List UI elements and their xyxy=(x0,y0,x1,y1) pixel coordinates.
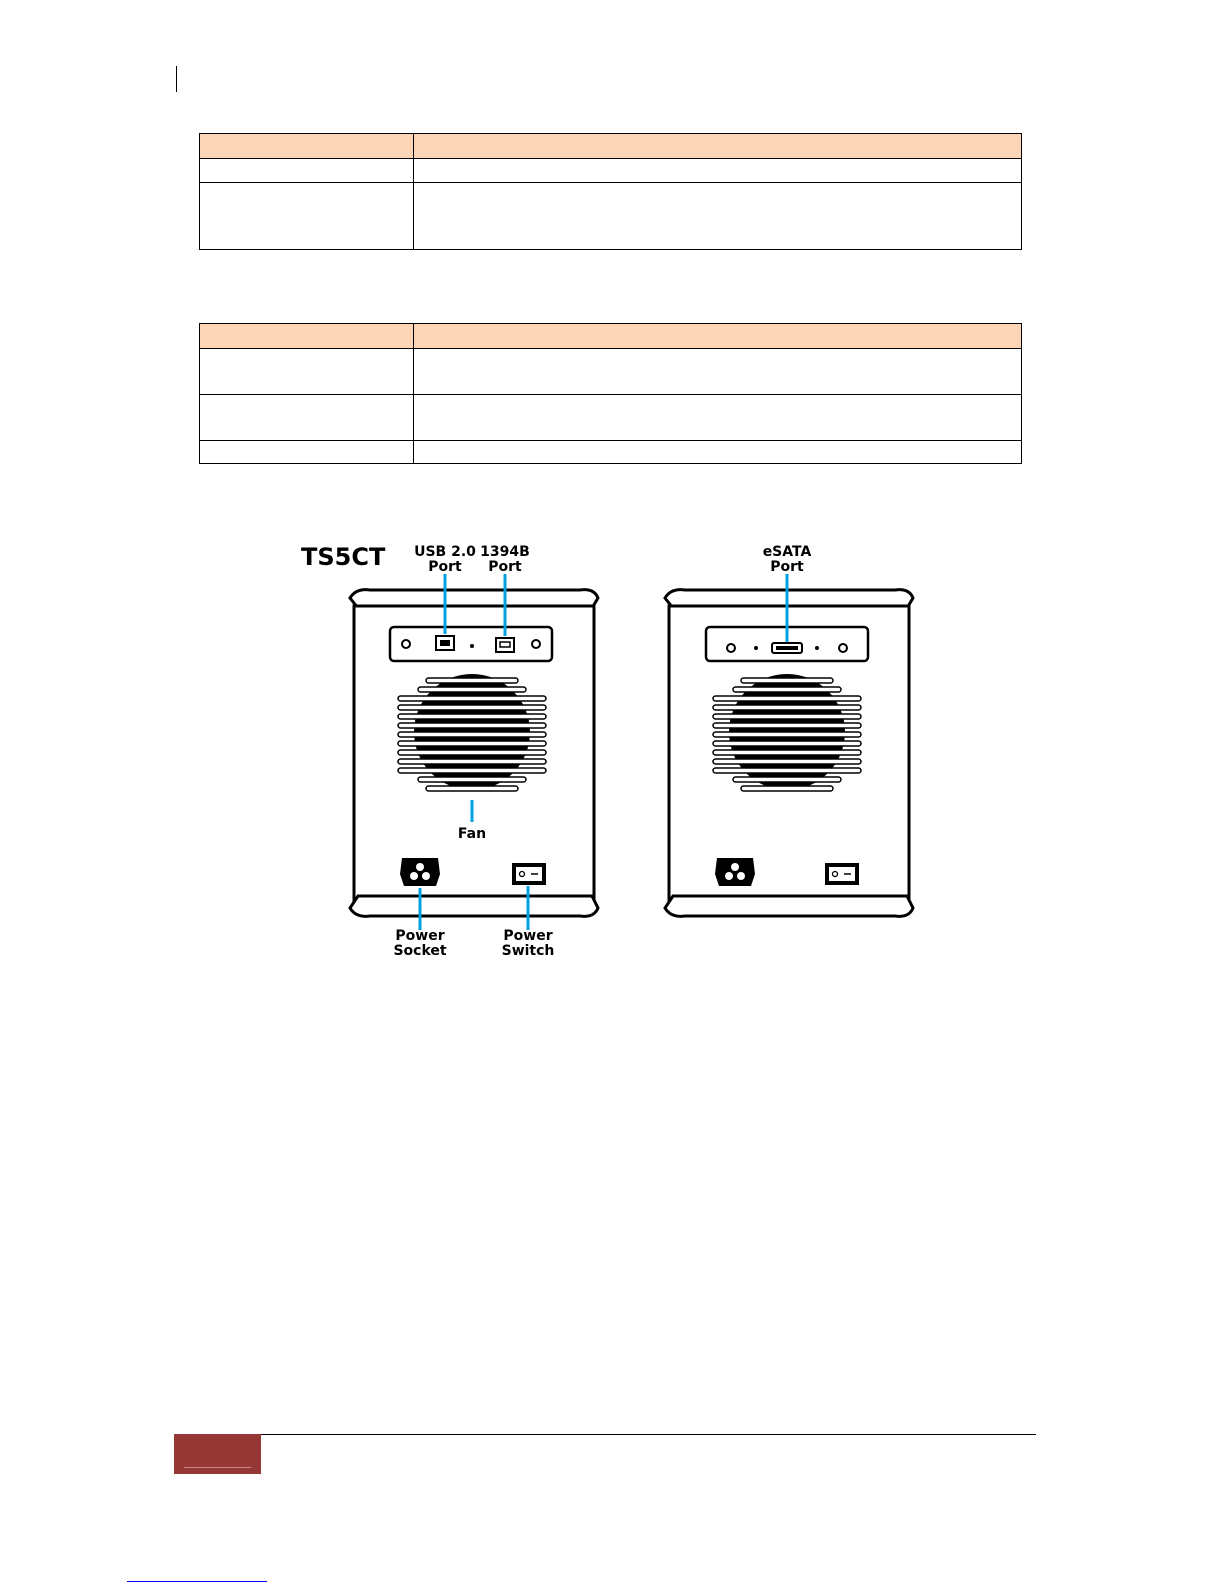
power-socket-icon xyxy=(715,858,755,886)
firewire-port-label-2: Port xyxy=(488,559,522,575)
usb-port-label-2: Port xyxy=(428,559,462,575)
table-cell xyxy=(200,159,414,183)
usb-port-label: USB 2.0 xyxy=(414,544,476,560)
table-row xyxy=(200,159,1022,183)
esata-port-label-2: Port xyxy=(770,559,804,575)
table-cell xyxy=(200,441,414,464)
fan-label: Fan xyxy=(457,826,487,842)
table-cell xyxy=(414,349,1022,395)
power-socket-icon xyxy=(400,858,440,886)
table-row xyxy=(200,441,1022,464)
table-header-cell xyxy=(200,324,414,349)
power-socket-label: Power xyxy=(395,928,445,944)
table-header-row xyxy=(200,134,1022,159)
table-cell xyxy=(414,183,1022,250)
table-cell xyxy=(200,349,414,395)
footer-rule xyxy=(176,1434,1036,1435)
table-header-cell xyxy=(414,324,1022,349)
power-switch-label: Power xyxy=(503,928,553,944)
fan-grille-icon xyxy=(713,674,861,791)
table-row xyxy=(200,395,1022,441)
table-cell xyxy=(414,441,1022,464)
table-header-cell xyxy=(414,134,1022,159)
footer-page-tab xyxy=(174,1434,261,1474)
footer-tab-underline xyxy=(184,1467,251,1468)
footer-link-underline[interactable] xyxy=(127,1581,267,1582)
power-switch-label-2: Switch xyxy=(501,943,555,959)
esata-port-icon xyxy=(772,643,802,653)
usb-port-icon xyxy=(436,636,454,650)
table-header-cell xyxy=(200,134,414,159)
device-rear-panel-figure xyxy=(290,530,930,970)
margin-change-bar xyxy=(176,66,177,92)
table-row xyxy=(200,349,1022,395)
table-cell xyxy=(414,395,1022,441)
firewire-port-label: 1394B xyxy=(480,544,530,560)
spec-table-1 xyxy=(199,133,1022,250)
table-header-row xyxy=(200,324,1022,349)
firewire-port-icon xyxy=(496,638,514,652)
spec-table-2 xyxy=(199,323,1022,464)
power-switch-icon xyxy=(512,863,546,885)
figure-title: TS5CT xyxy=(301,543,386,571)
table-row xyxy=(200,183,1022,250)
table-cell xyxy=(200,183,414,250)
power-socket-label-2: Socket xyxy=(393,943,447,959)
table-cell xyxy=(200,395,414,441)
esata-port-label: eSATA xyxy=(762,544,812,560)
fan-grille-icon xyxy=(398,674,546,791)
table-cell xyxy=(414,159,1022,183)
power-switch-icon xyxy=(825,863,859,885)
